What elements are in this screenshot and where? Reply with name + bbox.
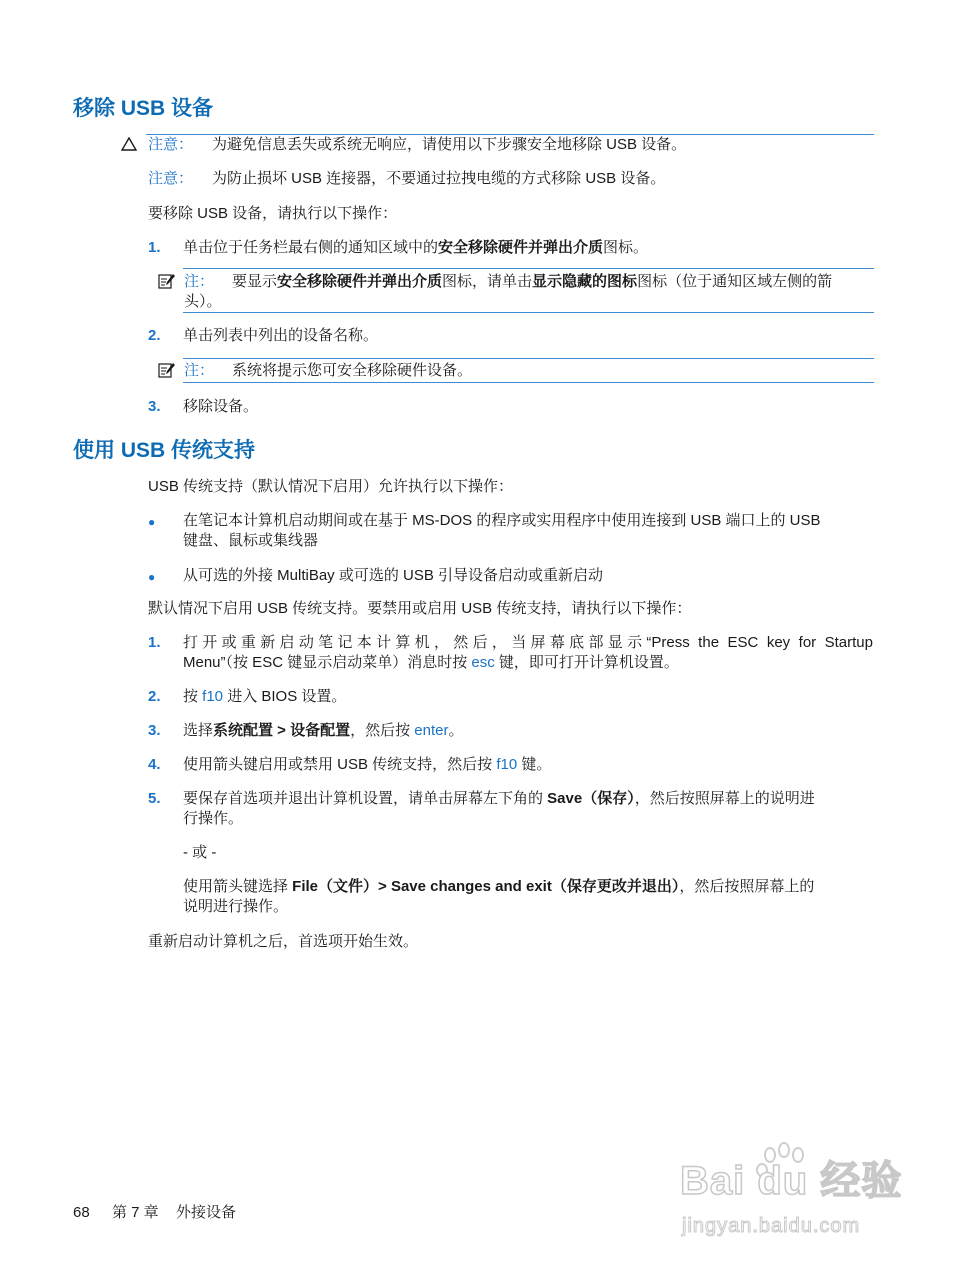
step-text-pre: 单击位于任务栏最右侧的通知区域中的 — [183, 239, 439, 256]
usb-legacy-outro: 重新启动计算机之后，首选项开始生效。 — [148, 933, 419, 950]
step-text — [183, 687, 346, 707]
note-rule-bottom — [183, 312, 874, 313]
step-text-part: ，然后按 — [350, 722, 415, 739]
section-title-usb-legacy: 使用 USB 传统支持 — [73, 439, 256, 462]
caution-label: 注意： — [148, 136, 194, 153]
note-pencil-icon — [158, 362, 176, 379]
step-number: 2. — [148, 688, 161, 705]
remove-usb-intro: 要移除 USB 设备，请执行以下操作： — [148, 205, 398, 222]
section-title-remove-usb: 移除 USB 设备 — [73, 97, 214, 120]
step-text-part: 使用箭头键选择 — [183, 878, 293, 895]
step-text-part: 要保存首选项并退出计算机设置，请单击屏幕左下角的 — [183, 790, 548, 807]
step-number: 1. — [148, 634, 161, 651]
note-pencil-icon — [158, 273, 176, 290]
note1-text-bold: 显示隐藏的图标 — [532, 273, 638, 290]
step-text: 单击列表中列出的设备名称。 — [183, 327, 379, 344]
bullet-text: 在笔记本计算机启动期间或在基于 MS-DOS 的程序或实用程序中使用连接到 USB 端口上的 USB — [183, 512, 821, 529]
step-text — [183, 238, 648, 258]
step-text-part: 按 — [183, 688, 203, 705]
baidu-watermark — [680, 1140, 910, 1240]
step-text-post: 图标。 — [603, 239, 649, 256]
step-text-part: 使用箭头键启用或禁用 USB 传统支持，然后按 — [183, 756, 497, 773]
step-text-bold: 安全移除硬件并弹出介质 — [438, 239, 604, 256]
step-number: 4. — [148, 756, 161, 773]
key-f10: f10 — [496, 756, 518, 773]
step-text-part: 键，即可打开计算机设置。 — [494, 654, 679, 671]
step-text-bold: File（文件）> Save changes and exit（保存更改并退出） — [292, 878, 680, 895]
step-text-part: 进入 BIOS 设置。 — [223, 688, 347, 705]
note2-text: 系统将提示您可安全移除硬件设备。 — [232, 362, 473, 379]
step-text-line2 — [183, 653, 679, 673]
note2-label: 注： — [184, 362, 215, 379]
step-number: 2. — [148, 327, 161, 344]
note1-text — [232, 272, 882, 292]
page-number: 68 — [73, 1204, 90, 1221]
bullet-icon: ● — [148, 515, 156, 529]
watermark-logo-text: Bai du 经验 — [680, 1159, 903, 1203]
or-separator: - 或 - — [183, 844, 217, 861]
step-alt-text — [183, 877, 814, 897]
bullet-text-line2: 键盘、鼠标或集线器 — [183, 532, 319, 549]
key-esc: esc — [471, 654, 495, 671]
usb-legacy-intro2: 默认情况下启用 USB 传统支持。要禁用或启用 USB 传统支持，请执行以下操作： — [148, 600, 692, 617]
step-text-bold: 系统配置 > 设备配置 — [213, 722, 351, 739]
note1-text-line2: 头）。 — [184, 293, 222, 310]
note1-label: 注： — [184, 273, 215, 290]
step-text-line2: 行操作。 — [183, 810, 244, 827]
step-text-part: ，然后按照屏幕上的 — [679, 878, 815, 895]
step-text-part: 。 — [448, 722, 464, 739]
step-text — [183, 755, 551, 775]
key-f10: f10 — [202, 688, 224, 705]
step-number: 1. — [148, 239, 161, 256]
note-rule-bottom — [183, 382, 874, 383]
caution2-label: 注意： — [148, 170, 194, 187]
caution2-text: 为防止损坏 USB 连接器，不要通过拉拽电缆的方式移除 USB 设备。 — [212, 170, 666, 187]
note1-text-part: 图标，请单击 — [442, 273, 533, 290]
step-text: 打开或重新启动笔记本计算机，然后，当屏幕底部显示“Press the ESC key for Startup — [183, 634, 873, 651]
chapter-label: 第 7 章 — [112, 1204, 159, 1221]
note-rule-top — [183, 268, 874, 269]
note-rule-top — [183, 358, 874, 359]
bullet-icon: ● — [148, 570, 156, 584]
note1-text-part: 要显示 — [232, 273, 278, 290]
caution-triangle-icon — [121, 137, 137, 151]
note1-text-bold: 安全移除硬件并弹出介质 — [277, 273, 443, 290]
step-text-part: Menu”（按 ESC 键显示启动菜单）消息时按 — [183, 654, 472, 671]
note1-text-part: 图标（位于通知区域左侧的箭 — [637, 273, 833, 290]
key-enter: enter — [414, 722, 449, 739]
usb-legacy-intro: USB 传统支持（默认情况下启用）允许执行以下操作： — [148, 478, 514, 495]
step-text: 移除设备。 — [183, 398, 259, 415]
step-number: 3. — [148, 722, 161, 739]
step-text-part: 选择 — [183, 722, 214, 739]
step-text — [183, 789, 815, 809]
caution-text: 为避免信息丢失或系统无响应，请使用以下步骤安全地移除 USB 设备。 — [212, 136, 687, 153]
step-text-part: ，然后按照屏幕上的说明进 — [634, 790, 815, 807]
step-number: 5. — [148, 790, 161, 807]
step-alt-text-line2: 说明进行操作。 — [183, 898, 289, 915]
step-text-bold: Save（保存） — [547, 790, 635, 807]
bullet-text: 从可选的外接 MultiBay 或可选的 USB 引导设备启动或重新启动 — [183, 567, 604, 584]
watermark-url: jingyan.baidu.com — [682, 1215, 861, 1237]
chapter-title: 外接设备 — [176, 1204, 237, 1221]
step-text-part: 键。 — [517, 756, 552, 773]
step-text — [183, 721, 464, 741]
step-number: 3. — [148, 398, 161, 415]
